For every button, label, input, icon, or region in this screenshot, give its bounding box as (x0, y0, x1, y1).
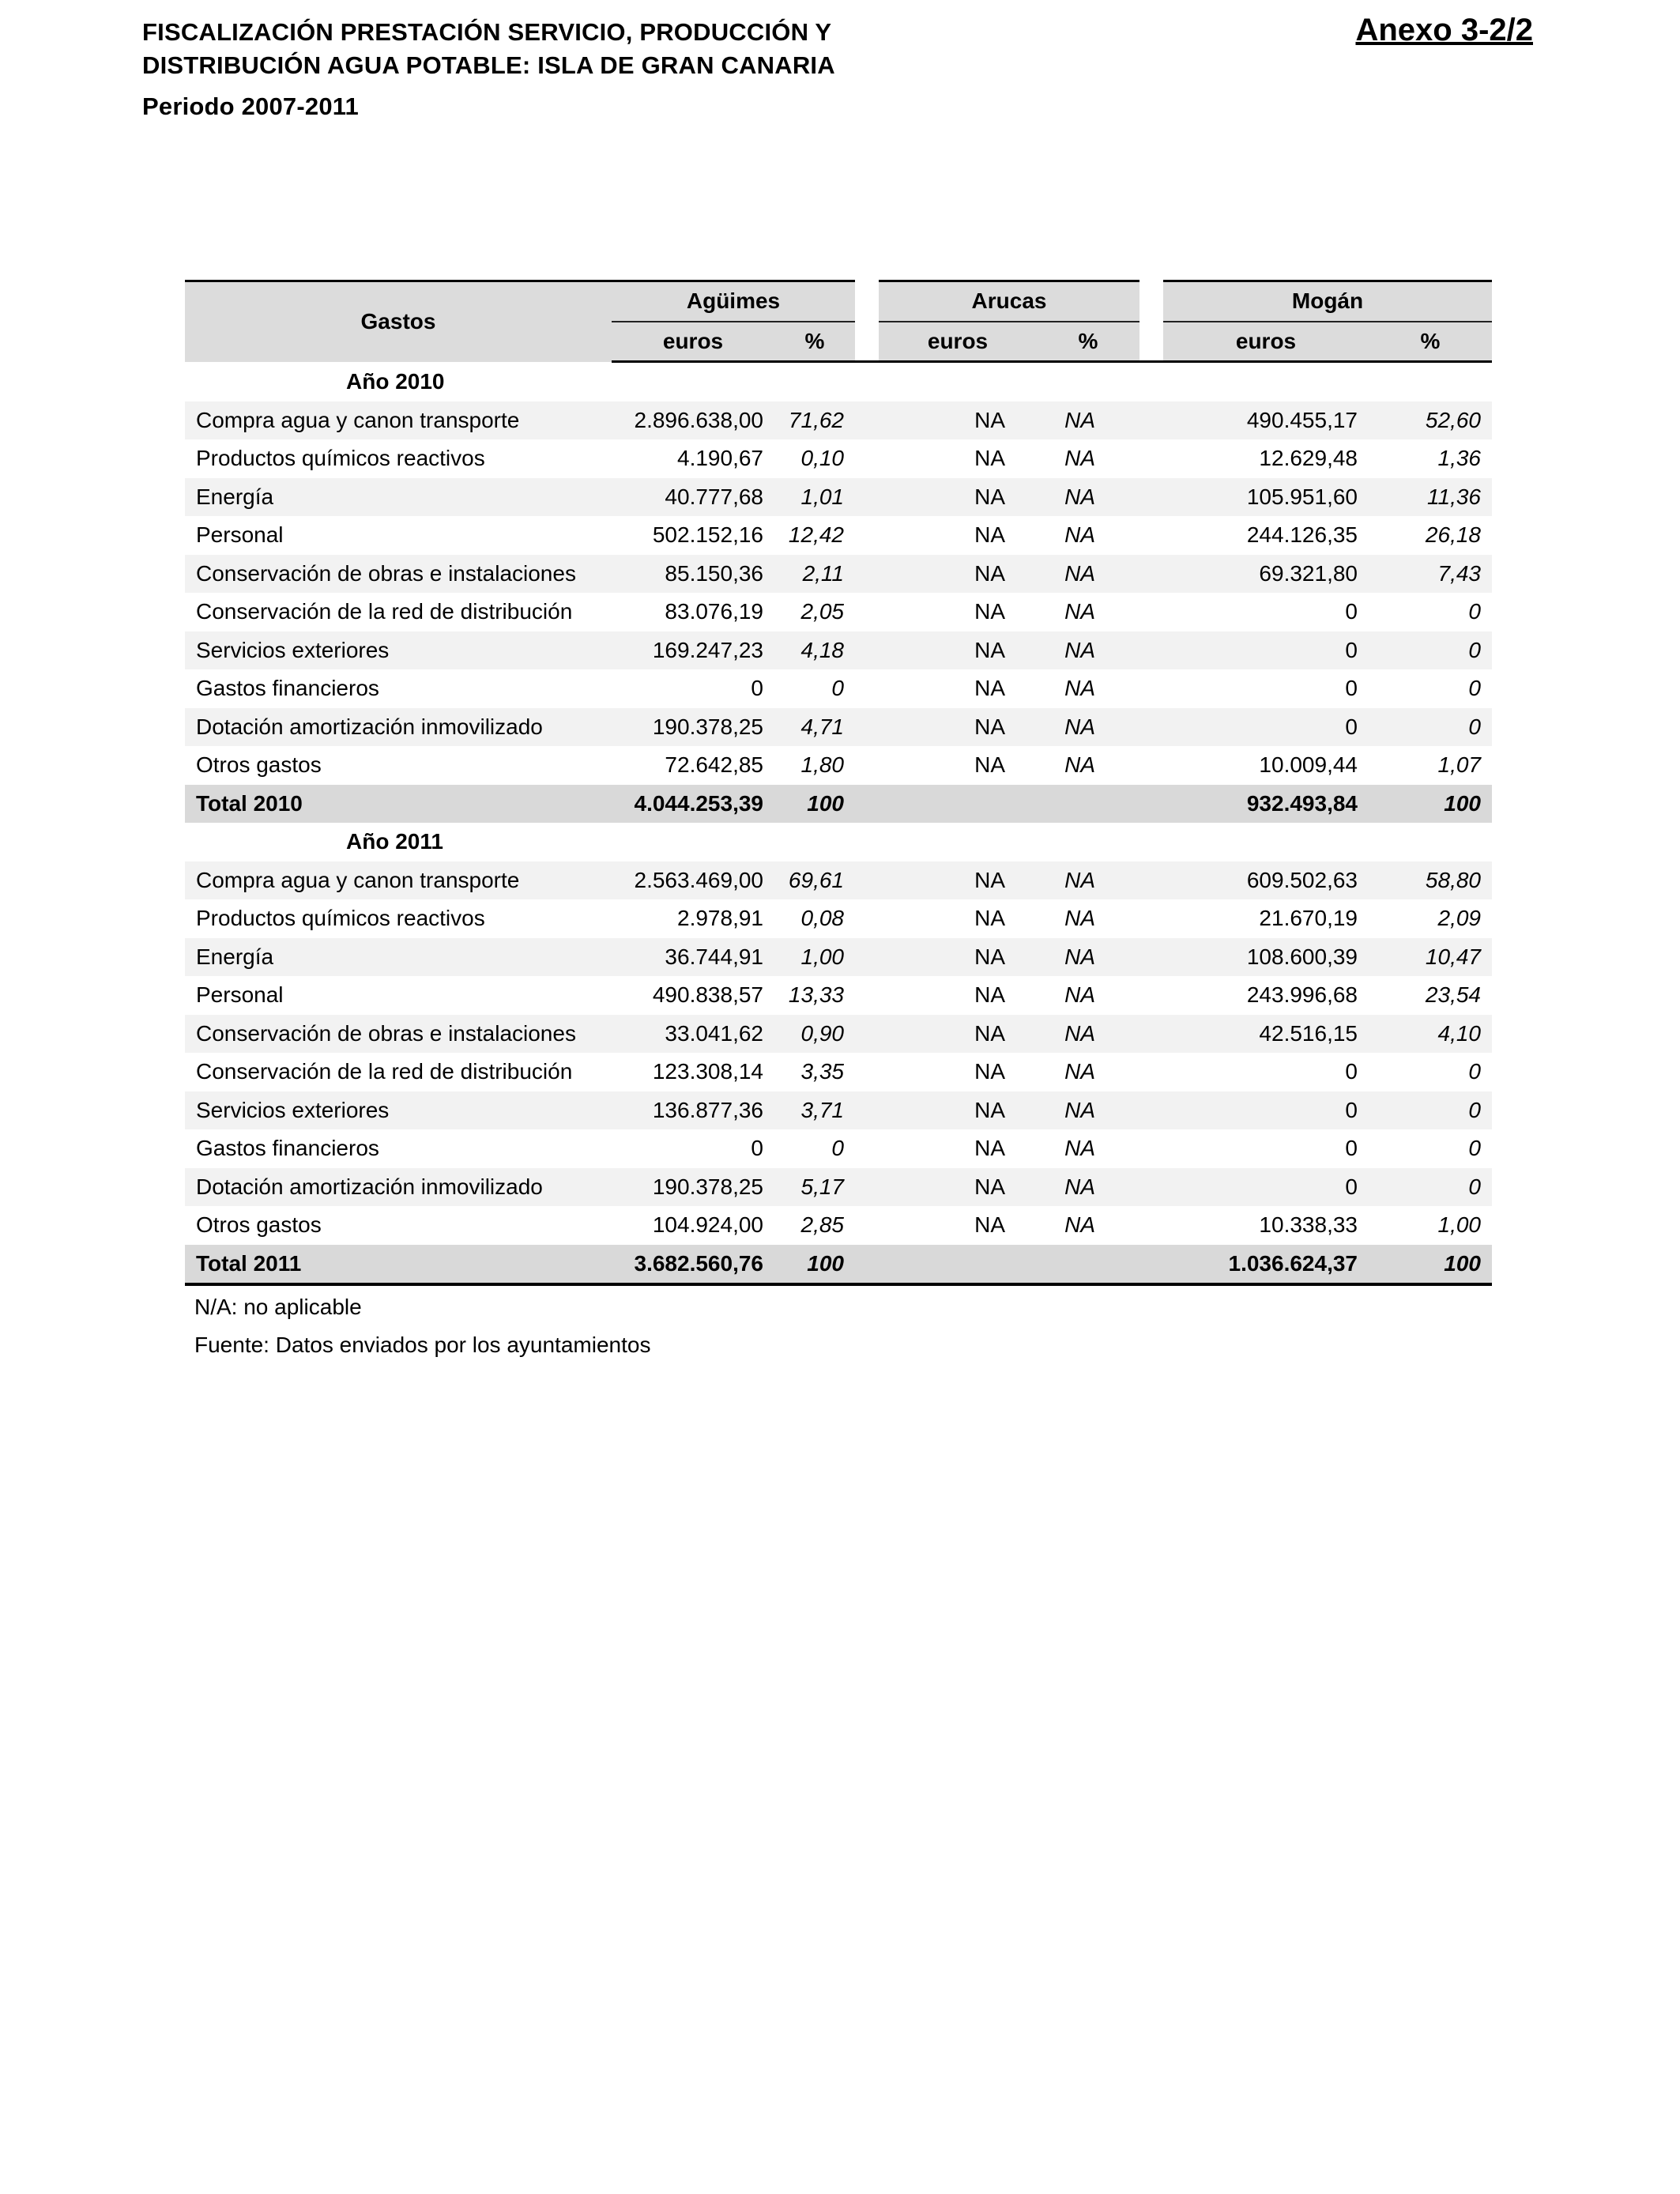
row-label: Personal (196, 982, 284, 1008)
table-row (185, 708, 1492, 747)
aguimes-percent: 3,71 (774, 1091, 855, 1130)
euros-column-header: euros (1163, 322, 1369, 362)
arucas-euros: NA (879, 401, 1037, 440)
table-row (185, 631, 1492, 670)
mogan-euros: 0 (1163, 631, 1369, 670)
arucas-euros: NA (974, 752, 1005, 778)
table-row (185, 899, 1492, 938)
mogan-euros: 1.036.624,37 (1163, 1245, 1369, 1285)
title-line-1: FISCALIZACIÓN PRESTACIÓN SERVICIO, PRODUCCIÓN Y (142, 18, 832, 46)
arucas-euros: NA (974, 446, 1005, 471)
aguimes-euros: 40.777,68 (612, 478, 774, 517)
row-label: Otros gastos (196, 1212, 322, 1238)
mogan-euros: 0 (1345, 599, 1358, 624)
aguimes-percent: 0 (831, 676, 844, 701)
aguimes-euros: 136.877,36 (612, 1091, 774, 1130)
arucas-percent: NA (1064, 982, 1095, 1008)
table-row (185, 593, 1492, 631)
row-label: Conservación de obras e instalaciones (185, 555, 612, 594)
year-label: Año 2010 (346, 368, 445, 394)
aguimes-euros: 169.247,23 (612, 631, 774, 670)
table-row (185, 1091, 1492, 1130)
arucas-euros: NA (879, 708, 1037, 747)
mogan-percent: 0 (1369, 631, 1492, 670)
aguimes-euros: 190.378,25 (612, 1168, 774, 1207)
arucas-percent (1037, 1245, 1139, 1285)
table-row (185, 861, 1492, 900)
arucas-percent: NA (1037, 1015, 1139, 1054)
arucas-percent: NA (1064, 752, 1095, 778)
aguimes-percent: 71,62 (774, 401, 855, 440)
arucas-euros: NA (879, 631, 1037, 670)
aguimes-euros: 0 (751, 676, 763, 701)
arucas-percent: NA (1064, 676, 1095, 701)
table-row (185, 976, 1492, 1015)
arucas-percent: NA (1037, 708, 1139, 747)
aguimes-percent: 3,35 (800, 1059, 844, 1084)
row-label: Gastos financieros (196, 676, 379, 701)
row-label: Otros gastos (196, 752, 322, 778)
mogan-euros: 69.321,80 (1163, 555, 1369, 594)
mogan-euros: 609.502,63 (1163, 861, 1369, 900)
arucas-euros: NA (879, 1015, 1037, 1054)
aguimes-percent: 100 (774, 1245, 855, 1285)
mogan-percent: 10,47 (1369, 938, 1492, 977)
mogan-percent: 0 (1468, 1059, 1481, 1084)
arucas-euros: NA (879, 1168, 1037, 1207)
aguimes-euros: 190.378,25 (612, 708, 774, 747)
row-label: Total 2010 (185, 785, 612, 824)
aguimes-percent: 5,17 (774, 1168, 855, 1207)
table-row (185, 555, 1492, 594)
row-label: Dotación amortización inmovilizado (185, 1168, 612, 1207)
year-label: Año 2011 (346, 829, 443, 854)
municipality-header: Arucas (879, 281, 1139, 322)
aguimes-euros: 33.041,62 (612, 1015, 774, 1054)
mogan-euros: 10.338,33 (1259, 1212, 1358, 1238)
mogan-euros: 0 (1345, 1059, 1358, 1084)
mogan-percent: 1,00 (1437, 1212, 1481, 1238)
table-row (185, 401, 1492, 440)
aguimes-euros: 2.978,91 (677, 906, 763, 931)
arucas-percent: NA (1064, 1059, 1095, 1084)
aguimes-percent: 12,42 (788, 522, 844, 548)
aguimes-percent: 4,18 (774, 631, 855, 670)
aguimes-euros: 123.308,14 (652, 1059, 763, 1084)
municipality-header: Mogán (1163, 281, 1492, 322)
arucas-euros: NA (879, 861, 1037, 900)
municipality-header: Agüimes (612, 281, 855, 322)
table-row (185, 478, 1492, 517)
arucas-euros: NA (974, 676, 1005, 701)
mogan-euros: 0 (1163, 708, 1369, 747)
mogan-euros: 108.600,39 (1163, 938, 1369, 977)
aguimes-euros: 4.044.253,39 (612, 785, 774, 824)
mogan-euros: 10.009,44 (1259, 752, 1358, 778)
aguimes-percent: 69,61 (774, 861, 855, 900)
arucas-euros: NA (974, 982, 1005, 1008)
mogan-euros: 0 (1163, 1168, 1369, 1207)
arucas-percent (1037, 785, 1139, 824)
aguimes-euros: 3.682.560,76 (612, 1245, 774, 1285)
table-row (185, 516, 1492, 555)
aguimes-percent: 1,80 (800, 752, 844, 778)
aguimes-euros: 72.642,85 (665, 752, 763, 778)
year-row (185, 362, 1492, 401)
row-label: Productos químicos reactivos (196, 906, 485, 931)
row-label: Personal (196, 522, 284, 548)
aguimes-euros: 85.150,36 (612, 555, 774, 594)
aguimes-euros: 2.563.469,00 (612, 861, 774, 900)
aguimes-percent: 0,10 (800, 446, 844, 471)
arucas-euros: NA (974, 1136, 1005, 1161)
na-note: N/A: no aplicable (194, 1295, 362, 1319)
arucas-euros: NA (974, 599, 1005, 624)
aguimes-euros: 4.190,67 (677, 446, 763, 471)
mogan-percent: 0 (1369, 1091, 1492, 1130)
table-row (185, 1015, 1492, 1054)
row-label: Gastos financieros (196, 1136, 379, 1161)
total-row (185, 785, 1492, 824)
source-note: Fuente: Datos enviados por los ayuntamientos (194, 1333, 651, 1357)
aguimes-euros: 83.076,19 (665, 599, 763, 624)
arucas-percent: NA (1037, 938, 1139, 977)
arucas-percent: NA (1064, 1212, 1095, 1238)
arucas-euros: NA (974, 906, 1005, 931)
aguimes-percent: 0,08 (800, 906, 844, 931)
mogan-percent: 100 (1369, 785, 1492, 824)
row-label: Conservación de obras e instalaciones (185, 1015, 612, 1054)
arucas-euros (879, 785, 1037, 824)
annex-label: Anexo 3-2/2 (1355, 13, 1533, 47)
row-label: Servicios exteriores (185, 631, 612, 670)
aguimes-percent: 2,85 (800, 1212, 844, 1238)
arucas-percent: NA (1037, 1091, 1139, 1130)
arucas-euros: NA (974, 1059, 1005, 1084)
year-row (185, 823, 1492, 861)
mogan-euros: 243.996,68 (1246, 982, 1358, 1008)
arucas-percent: NA (1064, 446, 1095, 471)
aguimes-euros: 2.896.638,00 (612, 401, 774, 440)
mogan-percent: 7,43 (1369, 555, 1492, 594)
aguimes-percent: 0 (831, 1136, 844, 1161)
table-notes (194, 1288, 650, 1364)
arucas-percent: NA (1037, 478, 1139, 517)
row-label: Dotación amortización inmovilizado (185, 708, 612, 747)
arucas-percent: NA (1064, 1136, 1095, 1161)
euros-column-header: euros (612, 322, 774, 362)
mogan-euros: 42.516,15 (1163, 1015, 1369, 1054)
row-label: Conservación de la red de distribución (196, 599, 573, 624)
mogan-percent: 26,18 (1425, 522, 1481, 548)
euros-column-header: euros (879, 322, 1037, 362)
aguimes-percent: 0,90 (774, 1015, 855, 1054)
row-label: Energía (185, 478, 612, 517)
arucas-percent: NA (1064, 599, 1095, 624)
row-label: Servicios exteriores (185, 1091, 612, 1130)
period-label: Periodo 2007-2011 (142, 92, 359, 120)
aguimes-euros: 502.152,16 (652, 522, 763, 548)
arucas-euros: NA (974, 522, 1005, 548)
aguimes-euros: 104.924,00 (652, 1212, 763, 1238)
row-label: Conservación de la red de distribución (196, 1059, 573, 1084)
arucas-euros: NA (879, 555, 1037, 594)
mogan-percent: 4,10 (1369, 1015, 1492, 1054)
aguimes-percent: 100 (774, 785, 855, 824)
aguimes-percent: 4,71 (774, 708, 855, 747)
arucas-euros: NA (974, 1212, 1005, 1238)
arucas-percent: NA (1037, 401, 1139, 440)
total-row (185, 1245, 1492, 1285)
row-label: Compra agua y canon transporte (185, 861, 612, 900)
arucas-euros: NA (879, 478, 1037, 517)
mogan-percent: 0 (1468, 599, 1481, 624)
aguimes-euros: 490.838,57 (652, 982, 763, 1008)
table-row (185, 938, 1492, 977)
arucas-percent: NA (1037, 861, 1139, 900)
table-row (185, 1053, 1492, 1091)
arucas-percent: NA (1037, 555, 1139, 594)
mogan-percent: 2,09 (1437, 906, 1481, 931)
row-label: Energía (185, 938, 612, 977)
document-title (142, 16, 835, 123)
aguimes-percent: 1,00 (774, 938, 855, 977)
table-body (185, 362, 1492, 1285)
percent-column-header: % (774, 322, 855, 362)
mogan-euros: 105.951,60 (1163, 478, 1369, 517)
table-row (185, 1206, 1492, 1245)
aguimes-percent: 1,01 (774, 478, 855, 517)
mogan-euros: 0 (1163, 1091, 1369, 1130)
table-row (185, 746, 1492, 785)
mogan-percent: 0 (1369, 1168, 1492, 1207)
table-row (185, 669, 1492, 708)
table-row (185, 1168, 1492, 1207)
mogan-euros: 932.493,84 (1163, 785, 1369, 824)
aguimes-euros: 36.744,91 (612, 938, 774, 977)
aguimes-percent: 13,33 (788, 982, 844, 1008)
mogan-percent: 58,80 (1369, 861, 1492, 900)
table-row (185, 439, 1492, 478)
mogan-percent: 0 (1369, 708, 1492, 747)
mogan-euros: 244.126,35 (1246, 522, 1358, 548)
mogan-percent: 1,07 (1437, 752, 1481, 778)
mogan-percent: 100 (1369, 1245, 1492, 1285)
arucas-percent: NA (1064, 522, 1095, 548)
row-label: Total 2011 (185, 1245, 612, 1285)
arucas-euros: NA (879, 938, 1037, 977)
aguimes-percent: 2,11 (774, 555, 855, 594)
gastos-header: Gastos (185, 281, 612, 362)
mogan-percent: 52,60 (1369, 401, 1492, 440)
mogan-euros: 0 (1345, 1136, 1358, 1161)
mogan-percent: 23,54 (1425, 982, 1481, 1008)
mogan-euros: 12.629,48 (1259, 446, 1358, 471)
mogan-euros: 21.670,19 (1259, 906, 1358, 931)
arucas-euros: NA (879, 1091, 1037, 1130)
mogan-euros: 490.455,17 (1163, 401, 1369, 440)
arucas-percent: NA (1037, 631, 1139, 670)
row-label: Compra agua y canon transporte (185, 401, 612, 440)
table-row (185, 1129, 1492, 1168)
expenses-table (185, 280, 1492, 1286)
arucas-percent: NA (1064, 906, 1095, 931)
mogan-euros: 0 (1345, 676, 1358, 701)
arucas-percent: NA (1037, 1168, 1139, 1207)
mogan-percent: 11,36 (1369, 478, 1492, 517)
arucas-euros (879, 1245, 1037, 1285)
mogan-percent: 0 (1468, 1136, 1481, 1161)
row-label: Productos químicos reactivos (196, 446, 485, 471)
mogan-percent: 1,36 (1437, 446, 1481, 471)
title-line-2: DISTRIBUCIÓN AGUA POTABLE: ISLA DE GRAN CANARIA (142, 51, 835, 79)
aguimes-percent: 2,05 (800, 599, 844, 624)
percent-column-header: % (1037, 322, 1139, 362)
percent-column-header: % (1369, 322, 1492, 362)
mogan-percent: 0 (1468, 676, 1481, 701)
aguimes-euros: 0 (751, 1136, 763, 1161)
